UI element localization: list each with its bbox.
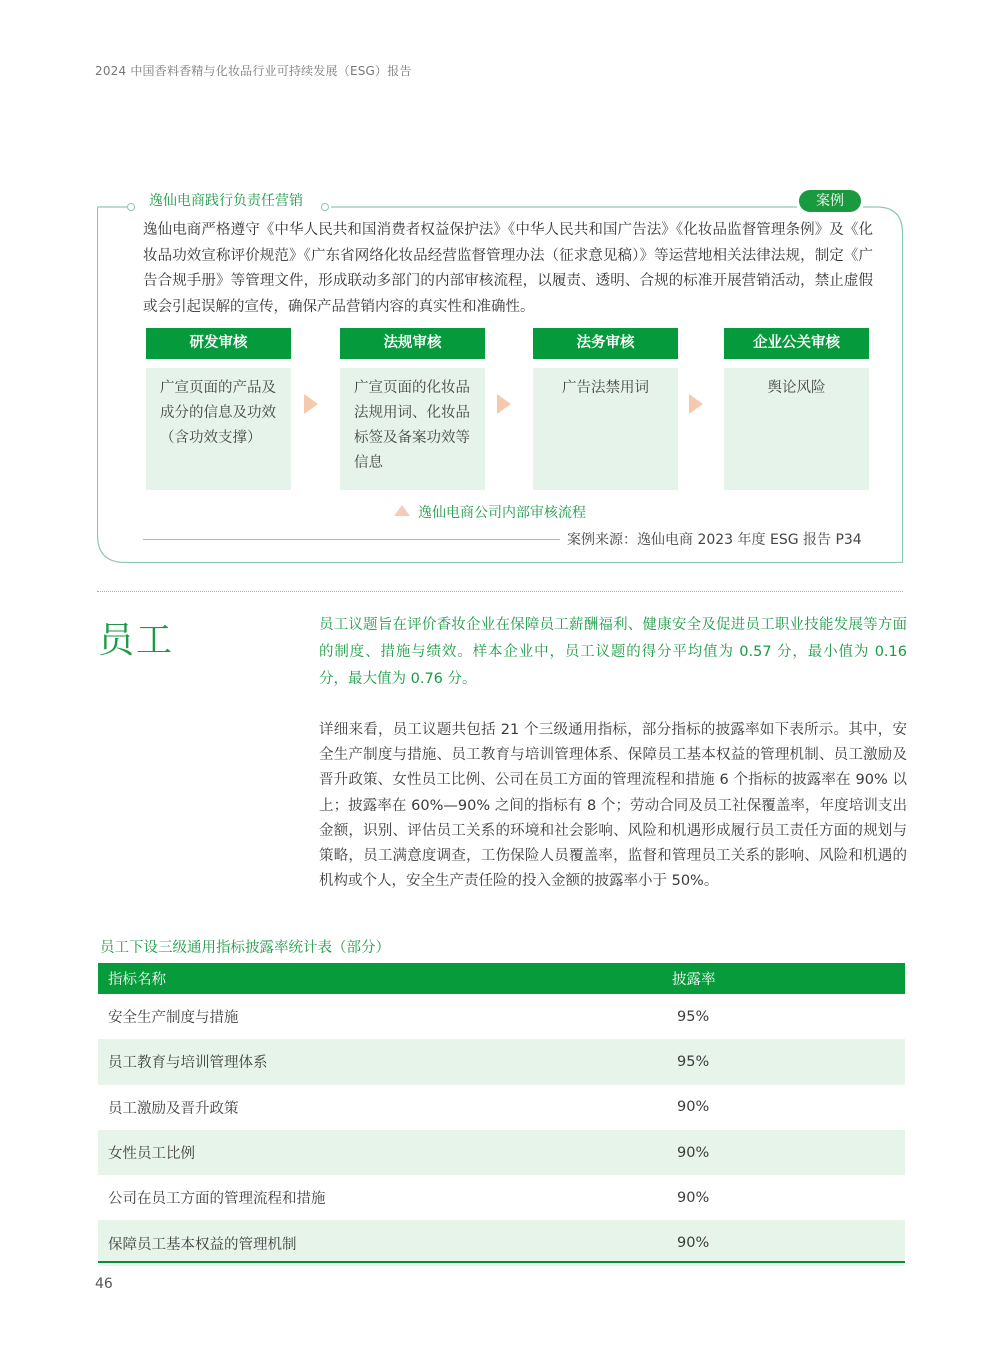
running-header: 2024 中国香料香精与化妆品行业可持续发展（ESG）报告	[95, 64, 412, 78]
page-number: 46	[95, 1276, 113, 1292]
section-detail: 详细来看，员工议题共包括 21 个三级通用指标，部分指标的披露率如下表所示。其中，安全生产制度与措施、员工教育与培训管理体系、保障员工基本权益的管理机制、员工激励及晋升政策、女性员工比例、公司在员工方面的管理流程和措施 6 个指标的披露率在 90% 以上；披露率在 60%—90% 之间的指标有 8 个；劳动合同及员工社保覆盖率，年度培训支出金额，识别、评估员工关系的环境和社会影响、风险和机遇形成履行员工责任方面的规划与策略，员工满意度调查，工伤保险人员覆盖率，监督和管理员工关系的影响、风险和机遇的机构或个人，安全生产责任险的投入金额的披露率小于 50%。	[319, 722, 907, 890]
arrow-right-icon	[304, 394, 318, 414]
indicator-name: 安全生产制度与措施	[108, 1010, 239, 1027]
disclosure-rate: 90%	[662, 1220, 905, 1265]
indicator-name: 女性员工比例	[98, 1130, 662, 1175]
table-header-row	[98, 963, 905, 994]
indicator-name: 保障员工基本权益的管理机制	[98, 1220, 662, 1265]
section-divider	[97, 591, 903, 592]
step-4-title: 企业公关审核	[724, 328, 869, 359]
step-2-title: 法规审核	[340, 328, 485, 359]
arrow-right-icon	[689, 394, 703, 414]
step-1-title: 研发审核	[146, 328, 291, 359]
column-header-indicator: 指标名称	[98, 963, 662, 994]
table-row	[98, 1220, 905, 1265]
table-row	[98, 1085, 905, 1130]
disclosure-rate: 95%	[662, 1039, 905, 1084]
column-header-rate: 披露率	[662, 963, 905, 994]
table-row	[98, 1175, 905, 1220]
disclosure-rate: 90%	[662, 1130, 905, 1175]
step-3-title: 法务审核	[533, 328, 678, 359]
table-row	[98, 1039, 905, 1084]
case-badge: 案例	[799, 190, 861, 212]
section-title: 员工	[98, 620, 175, 661]
table-row	[98, 1130, 905, 1175]
step-1-content: 广宣页面的产品及成分的信息及功效（含功效支撑）	[146, 368, 291, 490]
step-4-content: 舆论风险	[724, 368, 869, 490]
disclosure-rate: 95%	[677, 1008, 710, 1025]
disclosure-table	[98, 963, 905, 1266]
indicator-name: 员工激励及晋升政策	[108, 1100, 239, 1117]
table-bottom-rule	[98, 1261, 905, 1263]
table-title: 员工下设三级通用指标披露率统计表（部分）	[100, 940, 390, 956]
case-title: 逸仙电商践行负责任营销	[145, 190, 307, 210]
disclosure-rate: 90%	[677, 1189, 710, 1206]
section-intro: 员工议题旨在评价香妆企业在保障员工薪酬福利、健康安全及促进员工职业技能发展等方面的制度、措施与绩效。样本企业中，员工议题的得分平均值为 0.57 分，最小值为 0.16 分，最大值为 0.76 分。	[319, 617, 907, 687]
case-body: 逸仙电商严格遵守《中华人民共和国消费者权益保护法》《中华人民共和国广告法》《化妆品监督管理条例》及《化妆品功效宣称评价规范》《广东省网络化妆品经营监督管理办法（征求意见稿）》等运营地相关法律法规，制定《广告合规手册》等管理文件，形成联动多部门的内部审核流程，以履责、透明、合规的标准开展营销活动，禁止虚假或会引起误解的宣传，确保产品营销内容的真实性和准确性。	[143, 222, 873, 315]
flow-caption: 逸仙电商公司内部审核流程	[418, 505, 586, 521]
arrow-right-icon	[497, 394, 511, 414]
step-3-content: 广告法禁用词	[533, 368, 678, 490]
indicator-name: 公司在员工方面的管理流程和措施	[108, 1191, 326, 1208]
indicator-name: 员工教育与培训管理体系	[98, 1039, 662, 1084]
disclosure-rate: 90%	[677, 1099, 710, 1116]
case-source: 案例来源：逸仙电商 2023 年度 ESG 报告 P34	[567, 532, 862, 548]
step-2-content: 广宣页面的化妆品法规用词、化妆品标签及备案功效等信息	[340, 368, 485, 490]
table-row	[98, 994, 905, 1039]
source-divider	[143, 539, 560, 540]
triangle-up-icon	[394, 505, 410, 516]
